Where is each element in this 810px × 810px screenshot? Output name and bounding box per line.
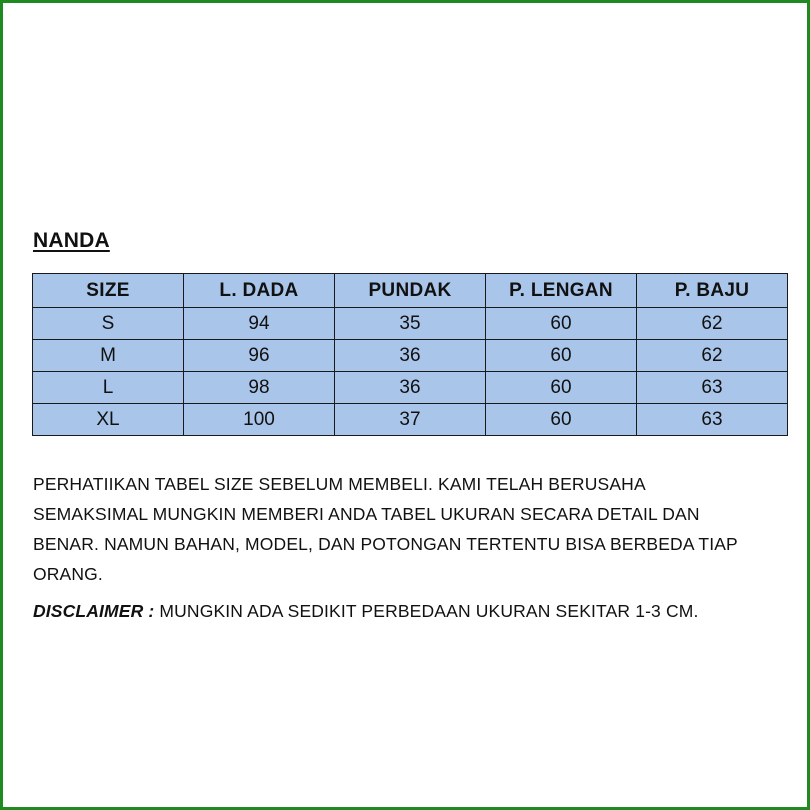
disclaimer-text: MUNGKIN ADA SEDIKIT PERBEDAAN UKURAN SEKITAR 1-3 CM. bbox=[154, 601, 699, 621]
note-line: PERHATIIKAN TABEL SIZE SEBELUM MEMBELI. KAMI TELAH BERUSAHA bbox=[33, 474, 646, 494]
product-title: NANDA bbox=[33, 229, 110, 252]
cell-size: XL bbox=[33, 404, 184, 436]
cell-chest: 96 bbox=[184, 340, 335, 372]
cell-chest: 100 bbox=[184, 404, 335, 436]
header-shoulder: PUNDAK bbox=[335, 274, 486, 308]
cell-sleeve: 60 bbox=[486, 308, 637, 340]
table-row bbox=[33, 308, 788, 340]
cell-size: S bbox=[33, 308, 184, 340]
size-note bbox=[33, 469, 793, 589]
header-body-length: P. BAJU bbox=[637, 274, 788, 308]
note-line: BENAR. NAMUN BAHAN, MODEL, DAN POTONGAN TERTENTU BISA BERBEDA TIAP bbox=[33, 534, 738, 554]
header-chest: L. DADA bbox=[184, 274, 335, 308]
size-table bbox=[32, 273, 788, 436]
note-line: SEMAKSIMAL MUNGKIN MEMBERI ANDA TABEL UKURAN SECARA DETAIL DAN bbox=[33, 504, 700, 524]
cell-sleeve: 60 bbox=[486, 404, 637, 436]
cell-chest: 98 bbox=[184, 372, 335, 404]
cell-size: M bbox=[33, 340, 184, 372]
header-size: SIZE bbox=[33, 274, 184, 308]
table-header-row bbox=[33, 274, 788, 308]
cell-shoulder: 35 bbox=[335, 308, 486, 340]
cell-body-length: 63 bbox=[637, 372, 788, 404]
cell-shoulder: 36 bbox=[335, 340, 486, 372]
cell-chest: 94 bbox=[184, 308, 335, 340]
cell-shoulder: 36 bbox=[335, 372, 486, 404]
table-row bbox=[33, 340, 788, 372]
cell-body-length: 63 bbox=[637, 404, 788, 436]
header-sleeve-length: P. LENGAN bbox=[486, 274, 637, 308]
disclaimer bbox=[33, 601, 698, 622]
table-row bbox=[33, 404, 788, 436]
cell-size: L bbox=[33, 372, 184, 404]
note-line: ORANG. bbox=[33, 564, 103, 584]
cell-shoulder: 37 bbox=[335, 404, 486, 436]
cell-body-length: 62 bbox=[637, 340, 788, 372]
table-row bbox=[33, 372, 788, 404]
cell-sleeve: 60 bbox=[486, 340, 637, 372]
cell-sleeve: 60 bbox=[486, 372, 637, 404]
cell-body-length: 62 bbox=[637, 308, 788, 340]
disclaimer-label: DISCLAIMER : bbox=[33, 601, 155, 621]
